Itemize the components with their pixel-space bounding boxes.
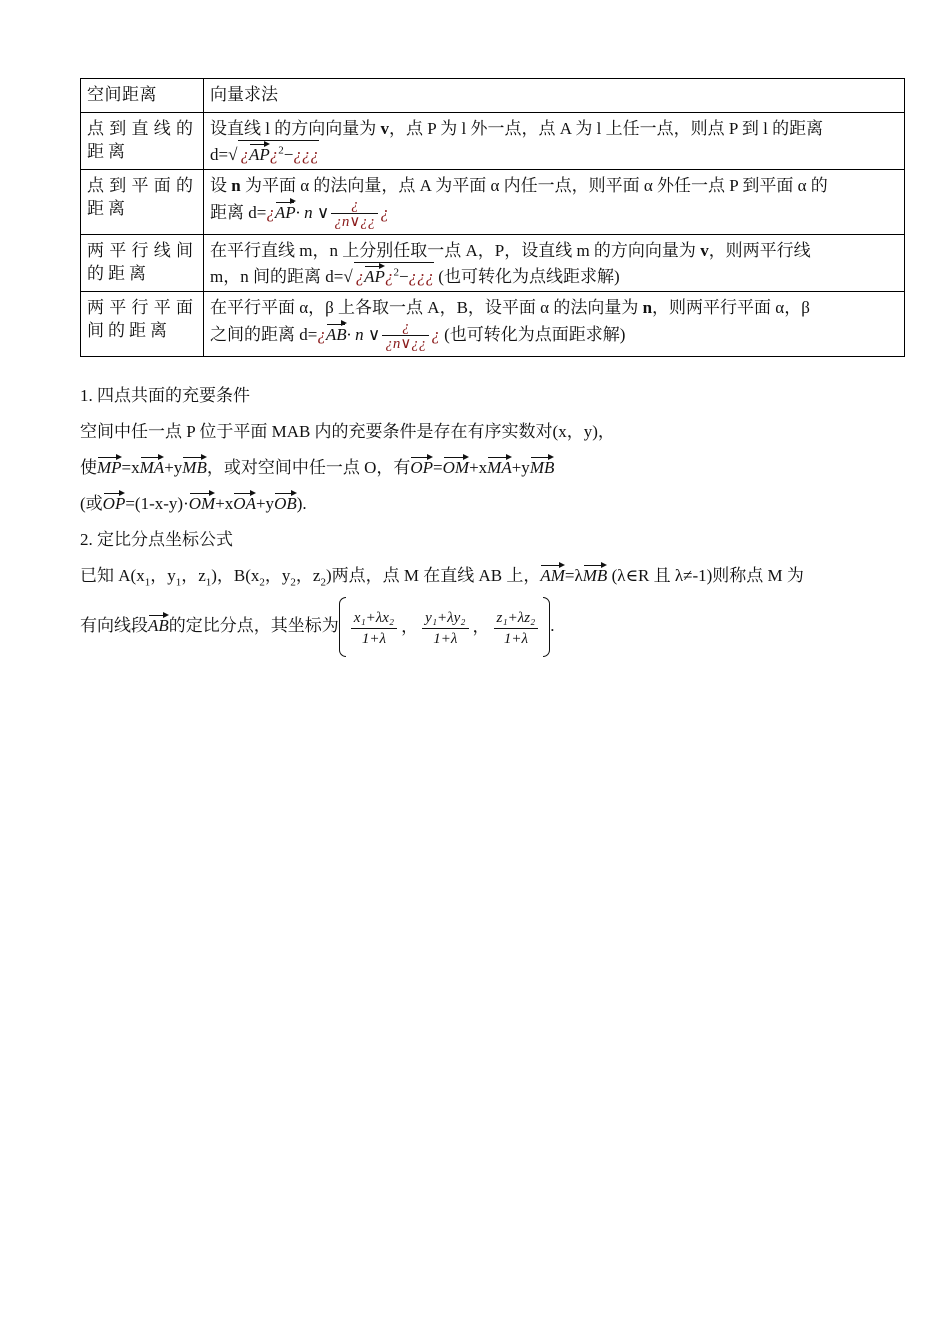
row-label: 点到平面的距离	[81, 170, 204, 235]
vector: AB	[148, 612, 169, 634]
header-vector-method: 向量求法	[204, 79, 905, 113]
vector: MB	[530, 454, 555, 476]
vector: OM	[189, 490, 215, 512]
vector: MA	[140, 454, 165, 476]
fraction: $\frac{¿}{¿n\vee¿¿}$	[331, 197, 378, 231]
fraction: $\frac{¿}{¿n\vee¿¿}$	[382, 319, 429, 353]
vector-ap: AP	[249, 141, 270, 163]
row-method: 在平行平面 α，β 上各取一点 A，B，设平面 α 的法向量为 n，则两平行平面 α，β 之间的距离 d=¿AB· n ∨ $\frac{¿}{¿n\vee¿¿}$ ¿ (也可转化为点面距求解)	[204, 292, 905, 357]
vector: MA	[487, 454, 512, 476]
row-method: 设直线 l 的方向向量为 v，点 P 为 l 外一点，点 A 为 l 上任一点，则点 P 到 l 的距离 d=√ ¿AP¿$^2$−¿¿¿	[204, 113, 905, 170]
section1-line3: (或OP=(1-x-y)·OM+xOA+yOB).	[80, 486, 905, 522]
table-row	[81, 170, 905, 235]
row-method: 在平行直线 m，n 上分别任取一点 A，P，设直线 m 的方向向量为 v，则两平行线 m，n 间的距离 d=√ ¿AP¿$^2$−¿¿¿ (也可转化为点线距求解)	[204, 235, 905, 292]
vector: AM	[540, 562, 565, 584]
row-label: 两平行平面间的距离	[81, 292, 204, 357]
distance-table	[80, 78, 905, 357]
table-row	[81, 235, 905, 292]
vector: OM	[443, 454, 469, 476]
vector: MB	[583, 562, 608, 584]
section1-title: 1. 四点共面的充要条件	[80, 386, 250, 405]
table-row	[81, 292, 905, 357]
sqrt-expression: ¿AP¿$^2$−¿¿¿	[238, 140, 318, 164]
section2-line2: 有向线段AB的定比分点，其坐标为 $\frac{\text{x₁+λx₂}}{1+\lambda}$ ， $\frac{\text{y₁+λy₂}}{1+\lambda}$ ， $\frac{\text{z₁+λz₂}}{1+\lambda}$ .	[80, 600, 905, 653]
section2-line1: 已知 $A(x_1$，$y_1$，$z_1$)，$B(x_2$，$y_2$，$z_2$)两点，点 M 在直线 AB 上，AM=λMB (λ∈R 且 λ≠-1)则称点 M 为	[80, 558, 905, 600]
vector-ap: AP	[275, 199, 296, 221]
vector: OP	[410, 454, 433, 476]
vector-ab: AB	[326, 321, 347, 343]
section2-title: 2. 定比分点坐标公式	[80, 530, 233, 549]
vector: MB	[182, 454, 207, 476]
section1-line1: 空间中任一点 P 位于平面 MAB 内的充要条件是存在有序实数对(x，y)，	[80, 422, 615, 441]
vector: OP	[103, 490, 126, 512]
row-label: 两平行线间的距离	[81, 235, 204, 292]
fraction-x: $\frac{\text{x₁+λx₂}}{1+\lambda}$	[351, 608, 397, 649]
vector-ap: AP	[364, 263, 385, 285]
section1-line2: 使MP=xMA+yMB，或对空间中任一点 O，有OP=OM+xMA+yMB	[80, 450, 905, 486]
table-row	[81, 113, 905, 170]
vector: MP	[97, 454, 122, 476]
vector: OB	[274, 490, 297, 512]
fraction-y: $\frac{\text{y₁+λy₂}}{1+\lambda}$	[422, 608, 468, 649]
header-space-distance: 空间距离	[81, 79, 204, 113]
vector: OA	[233, 490, 256, 512]
fraction-z: $\frac{\text{z₁+λz₂}}{1+\lambda}$	[494, 608, 539, 649]
sqrt-expression: ¿AP¿$^2$−¿¿¿	[354, 262, 434, 286]
row-method: 设 n 为平面 α 的法向量，点 A 为平面 α 内任一点，则平面 α 外任一点 P 到平面 α 的 距离 d=¿AP· n ∨ $\frac{¿}{¿n\vee¿¿}$ ¿	[204, 170, 905, 235]
document-page	[80, 78, 905, 653]
coordinate-formula: $\frac{\text{x₁+λx₂}}{1+\lambda}$ ， $\frac{\text{y₁+λy₂}}{1+\lambda}$ ， $\frac{\text{z₁+λz₂}}{1+\lambda}$	[339, 601, 550, 653]
table-header-row	[81, 79, 905, 113]
row-label: 点到直线的距离	[81, 113, 204, 170]
